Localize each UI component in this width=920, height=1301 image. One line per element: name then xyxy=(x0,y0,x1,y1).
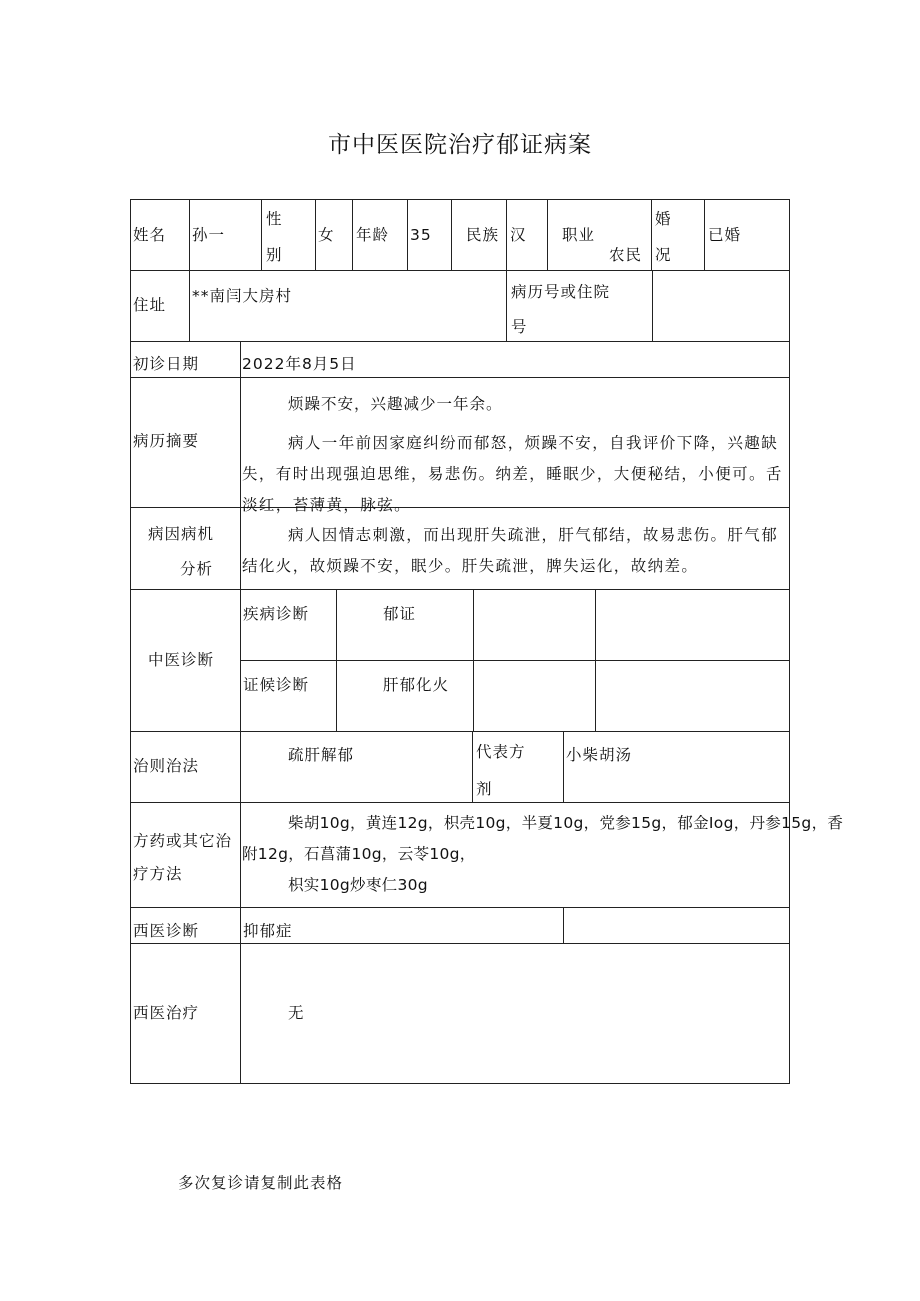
grid-line xyxy=(451,199,452,270)
history-line: 病人一年前因家庭纠纷而郁怒，烦躁不安，自我评价下降，兴趣缺 xyxy=(288,434,779,452)
grid-line xyxy=(407,199,408,270)
grid-line xyxy=(130,1083,790,1084)
grid-line xyxy=(506,199,507,270)
grid-line xyxy=(473,589,474,731)
gender-label: 别 xyxy=(266,246,283,264)
first-visit-label: 初诊日期 xyxy=(133,355,200,373)
grid-line xyxy=(315,199,316,270)
disease-diagnosis-value: 郁证 xyxy=(383,605,417,623)
grid-line xyxy=(130,589,790,590)
western-diagnosis-label: 西医诊断 xyxy=(133,922,200,940)
grid-line xyxy=(189,270,190,341)
record-number-label: 病历号或住院 xyxy=(511,283,611,301)
syndrome-diagnosis-value: 肝郁化火 xyxy=(383,676,450,694)
etiology-text xyxy=(242,520,778,582)
western-treatment-label: 西医治疗 xyxy=(133,1004,200,1022)
grid-line xyxy=(130,199,131,1084)
grid-line xyxy=(130,731,790,732)
syndrome-diagnosis-label: 证候诊断 xyxy=(243,676,310,694)
history-text xyxy=(242,428,783,521)
history-line: 失，有时出现强迫思维，易悲伤。纳差，睡眠少，大便秘结，小便可。舌 xyxy=(242,465,783,483)
page-title: 市中医医院治疗郁证病案 xyxy=(328,132,592,158)
etiology-line: 结化火，故烦躁不安，眠少。肝失疏泄，脾失运化，故纳差。 xyxy=(242,557,699,575)
prescription-line: 枳实10g炒枣仁30g xyxy=(288,876,428,894)
prescription-line: 附12g，石菖蒲10g，云苓10g， xyxy=(242,845,476,863)
address-label: 住址 xyxy=(133,296,167,314)
grid-line xyxy=(547,199,548,270)
formula-label: 剂 xyxy=(476,780,493,798)
gender-label: 性 xyxy=(266,210,283,228)
occupation-label: 职业 xyxy=(562,226,596,244)
grid-line xyxy=(652,270,653,341)
history-label: 病历摘要 xyxy=(133,432,200,450)
age-label: 年龄 xyxy=(356,226,390,244)
name-value: 孙一 xyxy=(192,226,226,244)
prescription-label: 方药或其它治 xyxy=(133,832,233,850)
prescription-label: 疗方法 xyxy=(133,865,183,883)
grid-line xyxy=(651,199,652,270)
grid-line xyxy=(563,907,564,943)
treatment-principle-label: 治则治法 xyxy=(133,757,200,775)
prescription-line: 柴胡10g，黄连12g，枳壳10g，半夏10g，党参15g，郁金Iog，丹参15g，香 xyxy=(288,814,844,832)
etiology-label: 病因病机 xyxy=(148,525,215,543)
gender-value: 女 xyxy=(318,226,335,244)
grid-line xyxy=(130,907,790,908)
grid-line xyxy=(704,199,705,270)
grid-line xyxy=(240,341,241,1084)
grid-line xyxy=(130,802,790,803)
history-line: 淡红，苔薄黄，脉弦。 xyxy=(242,496,412,514)
etiology-line: 病人因情志刺激，而出现肝失疏泄，肝气郁结，故易悲伤。肝气郁 xyxy=(288,526,779,544)
name-label: 姓名 xyxy=(133,226,167,244)
grid-line xyxy=(261,199,262,270)
western-diagnosis-value: 抑郁症 xyxy=(243,922,293,940)
formula-value: 小柴胡汤 xyxy=(566,746,633,764)
tcm-diagnosis-label: 中医诊断 xyxy=(148,651,215,669)
ethnicity-value: 汉 xyxy=(510,226,527,244)
marital-label: 婚 xyxy=(655,210,672,228)
address-value: **南闫大房村 xyxy=(192,287,293,305)
grid-line xyxy=(336,589,337,731)
grid-line xyxy=(595,589,596,731)
grid-line xyxy=(130,341,790,342)
ethnicity-label: 民族 xyxy=(466,226,500,244)
grid-line xyxy=(130,377,790,378)
grid-line xyxy=(789,199,790,1084)
grid-line xyxy=(130,943,790,944)
age-value: 35 xyxy=(410,226,432,244)
marital-label: 况 xyxy=(655,246,672,264)
disease-diagnosis-label: 疾病诊断 xyxy=(243,605,310,623)
chief-complaint: 烦躁不安，兴趣减少一年余。 xyxy=(288,395,503,413)
grid-line xyxy=(352,199,353,270)
grid-line xyxy=(563,731,564,802)
grid-line xyxy=(130,270,790,271)
first-visit-date: 2022年8月5日 xyxy=(242,355,357,373)
occupation-value: 农民 xyxy=(609,246,643,264)
grid-line xyxy=(189,199,190,270)
marital-value: 已婚 xyxy=(708,226,742,244)
prescription-text xyxy=(242,808,843,901)
grid-line xyxy=(472,731,473,802)
grid-line xyxy=(240,660,790,661)
formula-label: 代表方 xyxy=(476,743,526,761)
etiology-label: 分析 xyxy=(180,560,214,578)
grid-line xyxy=(506,270,507,341)
footer-note: 多次复诊请复制此表格 xyxy=(178,1174,344,1192)
treatment-principle-value: 疏肝解郁 xyxy=(288,746,355,764)
grid-line xyxy=(130,199,790,200)
western-treatment-value: 无 xyxy=(288,1004,305,1022)
record-number-label: 号 xyxy=(511,318,528,336)
